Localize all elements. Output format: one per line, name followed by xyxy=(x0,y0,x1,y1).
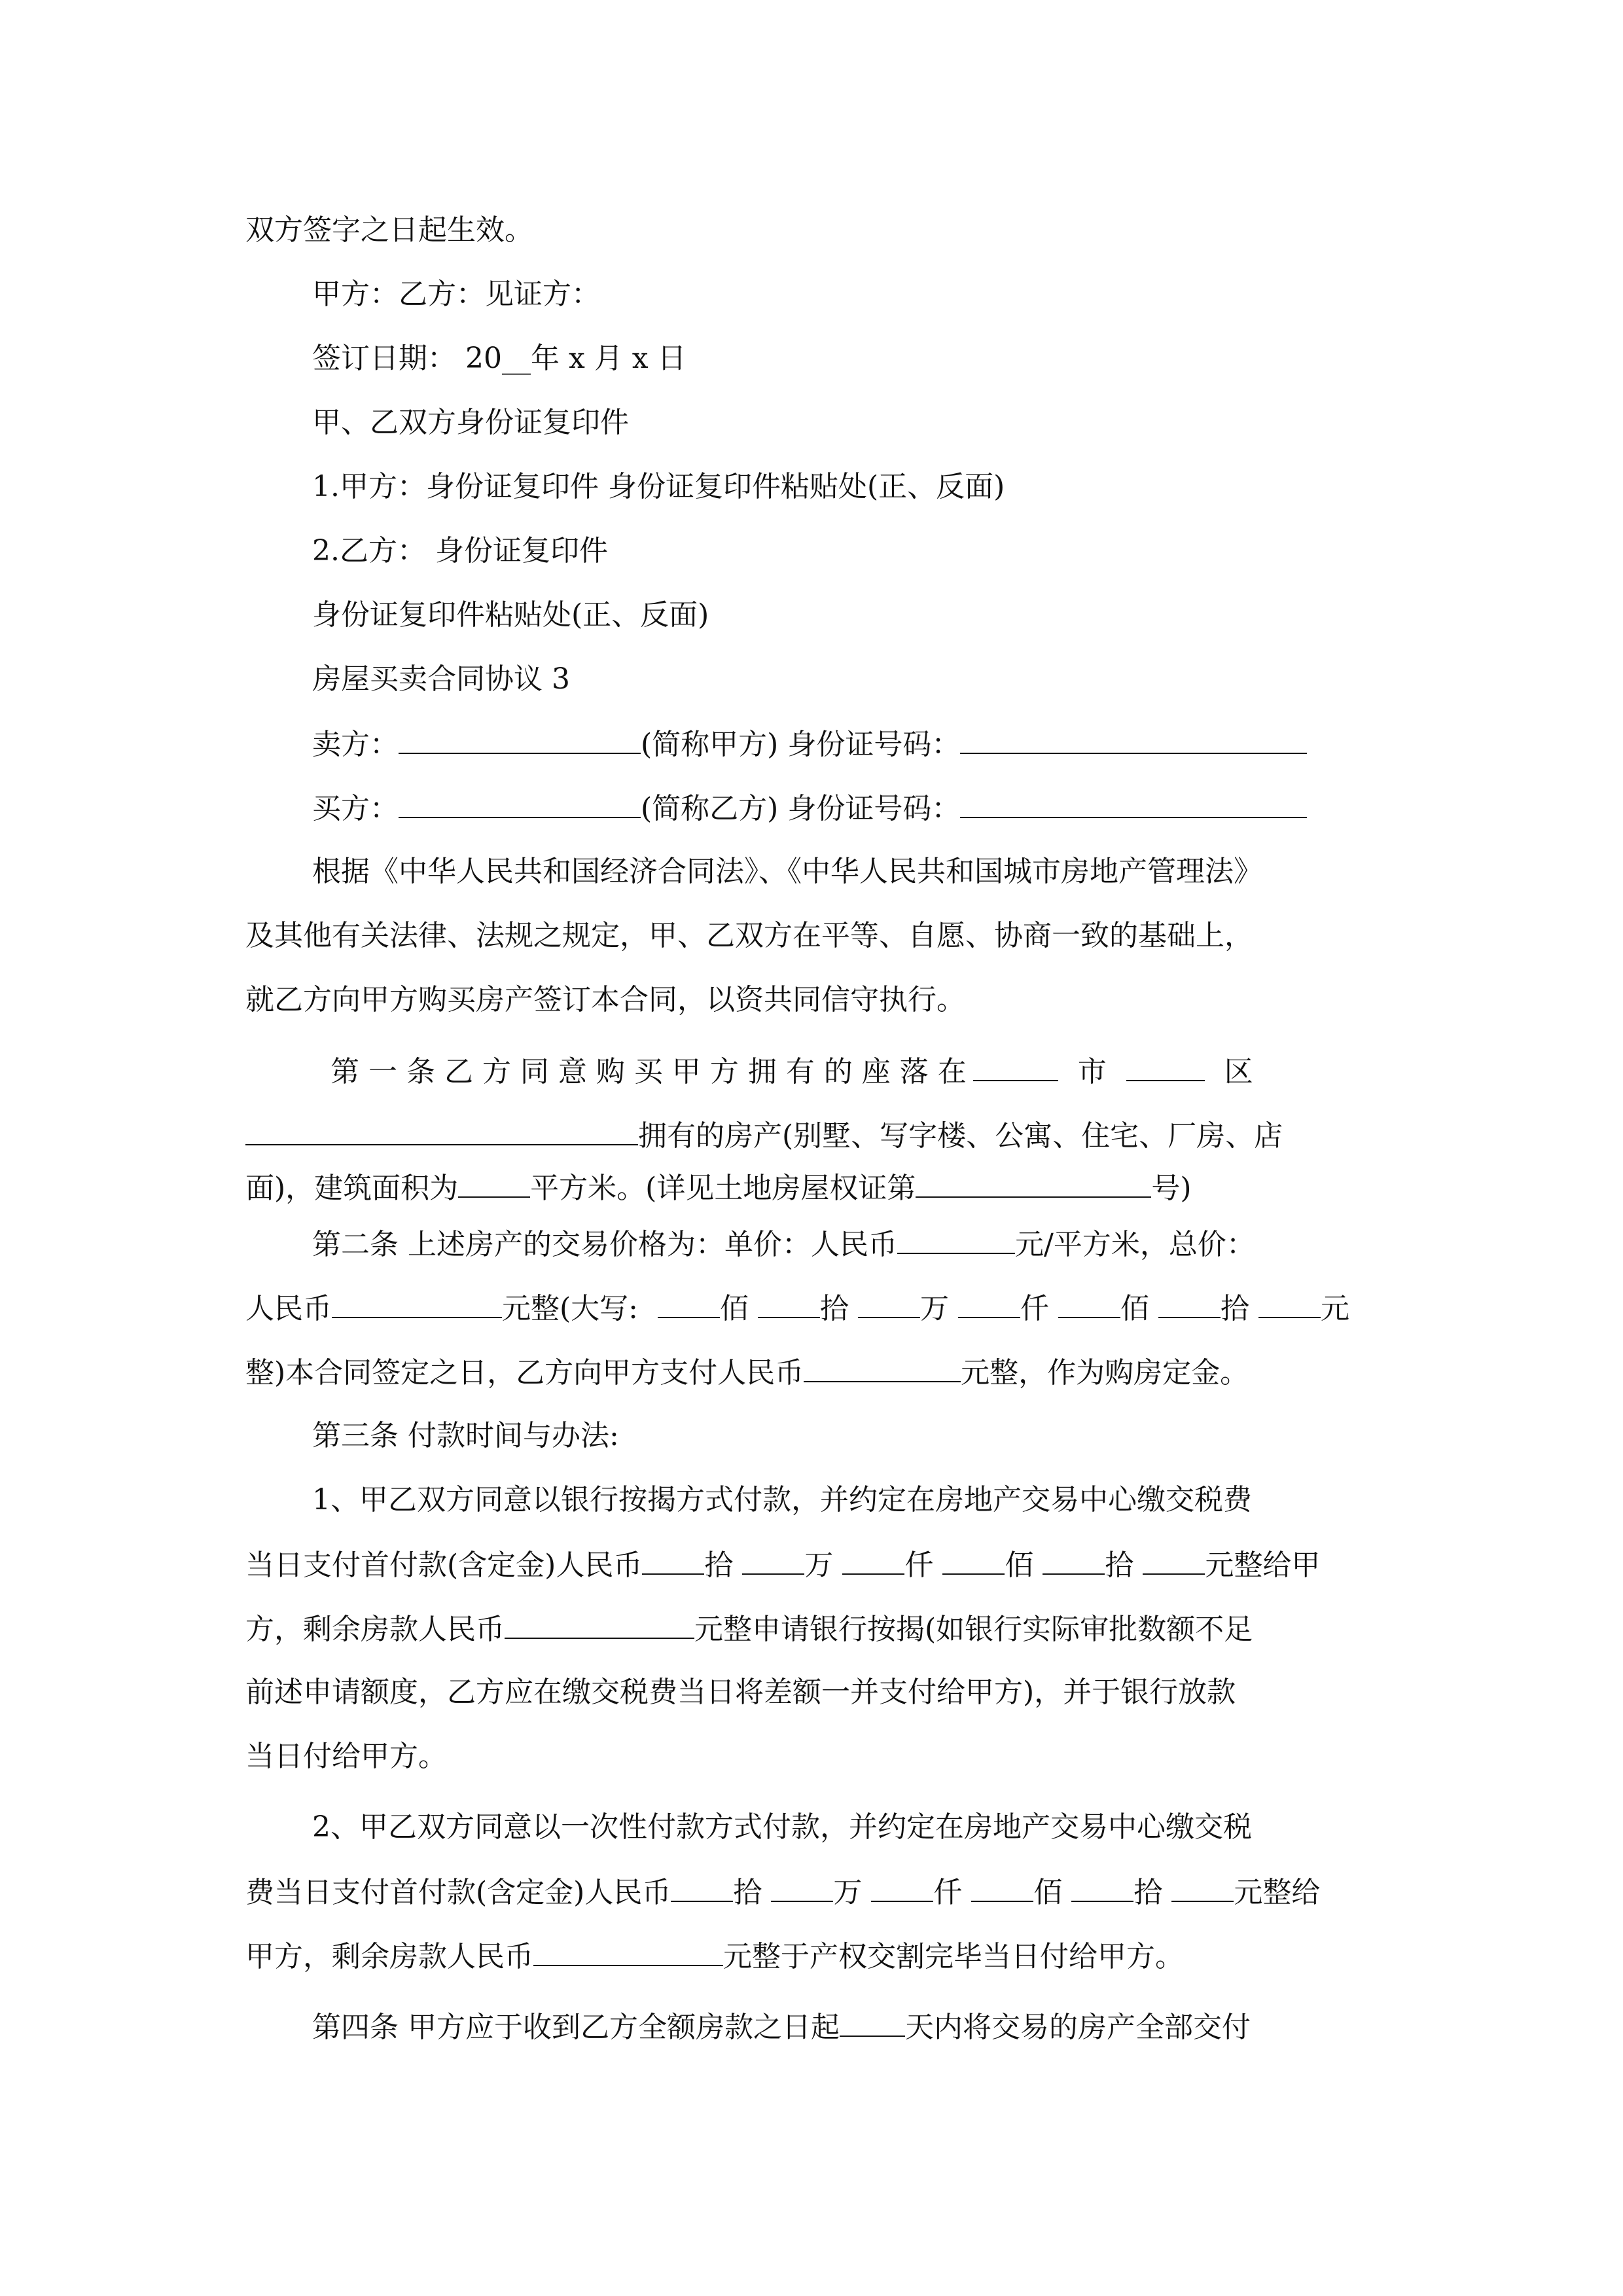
contract-title: 房屋买卖合同协议 3 xyxy=(312,662,570,696)
certificate-no-field[interactable] xyxy=(916,1168,1151,1198)
mortgage-down-field-5[interactable] xyxy=(1043,1545,1105,1575)
mortgage-down-field-3[interactable] xyxy=(842,1545,904,1575)
amount-field-3[interactable] xyxy=(858,1288,920,1318)
buyer-id-field[interactable] xyxy=(960,788,1307,818)
article-2-text-b2: 元整(大写: xyxy=(502,1292,638,1325)
unit-wan: 万 xyxy=(833,1876,863,1909)
party-a-id-line: 1.甲方：身份证复印件 身份证复印件粘贴处(正、反面) xyxy=(312,470,1005,503)
preamble-line-1: 根据《中华人民共和国经济合同法》、《中华人民共和国城市房地产管理法》 xyxy=(312,855,1262,888)
unit-shi: 拾 xyxy=(704,1549,734,1582)
article-1-text-b: 拥有的房产(别墅、写字楼、公寓、住宅、厂房、店 xyxy=(638,1119,1283,1153)
article-2-line-3 xyxy=(245,1352,1249,1391)
lump-down-field-2[interactable] xyxy=(771,1872,833,1902)
article-3-title: 第三条 付款时间与办法: xyxy=(312,1419,619,1452)
seller-id-field[interactable] xyxy=(960,724,1307,754)
unit-yuan: 元 xyxy=(1321,1292,1349,1325)
city-field[interactable] xyxy=(973,1051,1058,1081)
article-1-text-c2: 平方米。(详见土地房屋权证第 xyxy=(530,1172,916,1205)
text-line: 双方签字之日起生效。 xyxy=(245,213,533,247)
article-1-line-2 xyxy=(245,1115,1283,1155)
unit-wan: 万 xyxy=(920,1292,949,1325)
mortgage-down-field-4[interactable] xyxy=(942,1545,1005,1575)
buyer-short: (简称乙方) 身份证号码： xyxy=(641,792,961,825)
unit-shi: 拾 xyxy=(733,1876,762,1909)
article-3-p2-line-1: 2、甲乙双方同意以一次性付款方式付款，并约定在房地产交易中心缴交税 xyxy=(312,1810,1252,1844)
district-label: 区 xyxy=(1224,1055,1253,1088)
lump-balance-field[interactable] xyxy=(533,1936,723,1966)
article-3-p2-line-2 xyxy=(245,1872,1320,1911)
amount-field-1[interactable] xyxy=(658,1288,720,1318)
article-3-p2c-text-1: 甲方，剩余房款人民币 xyxy=(245,1940,533,1973)
unit-shi: 拾 xyxy=(820,1292,849,1325)
article-4-line-1 xyxy=(312,2007,1251,2046)
unit-wan: 万 xyxy=(804,1549,834,1582)
amount-field-5[interactable] xyxy=(1058,1288,1120,1318)
unit-shi-2: 拾 xyxy=(1105,1549,1134,1582)
article-2-text-a2: 元/平方米，总价： xyxy=(1015,1228,1255,1261)
amount-field-2[interactable] xyxy=(758,1288,820,1318)
unit-qian: 仟 xyxy=(1020,1292,1049,1325)
article-3-p2-end: 元整给 xyxy=(1234,1876,1321,1909)
preamble-line-3: 就乙方向甲方购买房产签订本合同，以资共同信守执行。 xyxy=(245,983,965,1016)
unit-shi-2: 拾 xyxy=(1221,1292,1249,1325)
unit-bai: 佰 xyxy=(1005,1549,1034,1582)
article-2-line-2 xyxy=(245,1288,1349,1327)
buyer-label: 买方： xyxy=(312,792,399,825)
mortgage-balance-field[interactable] xyxy=(505,1609,694,1639)
total-price-field[interactable] xyxy=(332,1288,502,1318)
district-field[interactable] xyxy=(1126,1051,1205,1081)
buyer-name-field[interactable] xyxy=(399,788,641,818)
article-3-p1-line-2 xyxy=(245,1545,1320,1584)
unit-bai: 佰 xyxy=(720,1292,749,1325)
article-3-p1-line-4: 前述申请额度，乙方应在缴交税费当日将差额一并支付给甲方)，并于银行放款 xyxy=(245,1676,1236,1709)
article-2-text-a1: 第二条 上述房产的交易价格为：单价：人民币 xyxy=(312,1228,897,1261)
article-3-p1-line-1: 1、甲乙双方同意以银行按揭方式付款，并约定在房地产交易中心缴交税费 xyxy=(312,1483,1252,1516)
buyer-line xyxy=(312,788,1307,827)
article-1-text-c3: 号) xyxy=(1151,1172,1192,1205)
article-3-p1c-text-1: 方，剩余房款人民币 xyxy=(245,1613,505,1646)
lump-down-field-4[interactable] xyxy=(971,1872,1033,1902)
article-4-text-a2: 天内将交易的房产全部交付 xyxy=(905,2011,1251,2044)
article-2-text-c2: 元整，作为购房定金。 xyxy=(961,1356,1249,1390)
article-3-p1-text: 当日支付首付款(含定金)人民币 xyxy=(245,1549,643,1582)
article-2-text-b1: 人民币 xyxy=(245,1292,332,1325)
unit-price-field[interactable] xyxy=(897,1224,1015,1254)
city-label: 市 xyxy=(1077,1055,1107,1088)
article-1-line-1 xyxy=(330,1051,1253,1090)
lump-down-field-1[interactable] xyxy=(671,1872,733,1902)
id-paste-line: 身份证复印件粘贴处(正、反面) xyxy=(312,598,709,632)
article-3-p2-text: 费当日支付首付款(含定金)人民币 xyxy=(245,1876,671,1909)
article-1-text-c1: 面)，建筑面积为 xyxy=(245,1172,459,1205)
mortgage-down-field-2[interactable] xyxy=(742,1545,804,1575)
article-3-p1-end: 元整给甲 xyxy=(1205,1549,1321,1582)
article-4-text-a1: 第四条 甲方应于收到乙方全额房款之日起 xyxy=(312,2011,840,2044)
amount-field-4[interactable] xyxy=(958,1288,1020,1318)
article-3-p1-line-3 xyxy=(245,1609,1253,1648)
unit-bai: 佰 xyxy=(1033,1876,1063,1909)
unit-bai-2: 佰 xyxy=(1120,1292,1149,1325)
article-3-p1c-text-2: 元整申请银行按揭(如银行实际审批数额不足 xyxy=(694,1613,1253,1646)
id-copies-heading: 甲、乙双方身份证复印件 xyxy=(312,406,629,439)
unit-shi-2: 拾 xyxy=(1133,1876,1163,1909)
mortgage-down-field-1[interactable] xyxy=(642,1545,704,1575)
seller-name-field[interactable] xyxy=(399,724,641,754)
seller-line xyxy=(312,724,1307,763)
amount-field-6[interactable] xyxy=(1158,1288,1221,1318)
article-2-text-c1: 整)本合同签定之日，乙方向甲方支付人民币 xyxy=(245,1356,804,1390)
delivery-days-field[interactable] xyxy=(840,2007,905,2037)
location-field[interactable] xyxy=(245,1115,638,1145)
lump-down-field-3[interactable] xyxy=(871,1872,933,1902)
lump-down-field-6[interactable] xyxy=(1171,1872,1234,1902)
article-3-p1-line-5: 当日付给甲方。 xyxy=(245,1740,447,1773)
unit-qian: 仟 xyxy=(933,1876,963,1909)
deposit-field[interactable] xyxy=(804,1352,961,1382)
seller-short: (简称甲方) 身份证号码： xyxy=(641,728,961,761)
signatories-line: 甲方：乙方：见证方： xyxy=(312,278,600,311)
mortgage-down-field-6[interactable] xyxy=(1143,1545,1205,1575)
sign-date-line: 签订日期： 20__年 x 月 x 日 xyxy=(312,342,687,375)
lump-down-field-5[interactable] xyxy=(1071,1872,1133,1902)
preamble-line-2: 及其他有关法律、法规之规定，甲、乙双方在平等、自愿、协商一致的基础上， xyxy=(245,919,1253,952)
unit-qian: 仟 xyxy=(904,1549,934,1582)
area-field[interactable] xyxy=(458,1168,530,1198)
party-b-id-line: 2.乙方： 身份证复印件 xyxy=(312,534,608,567)
article-1-line-3 xyxy=(245,1168,1192,1207)
article-3-p2c-text-2: 元整于产权交割完毕当日付给甲方。 xyxy=(723,1940,1184,1973)
article-1-text-a: 第 一 条 乙 方 同 意 购 买 甲 方 拥 有 的 座 落 在 xyxy=(330,1055,967,1088)
amount-field-7[interactable] xyxy=(1258,1288,1321,1318)
article-3-p2-line-3 xyxy=(245,1936,1184,1975)
seller-label: 卖方： xyxy=(312,728,399,761)
article-2-line-1 xyxy=(312,1224,1255,1263)
